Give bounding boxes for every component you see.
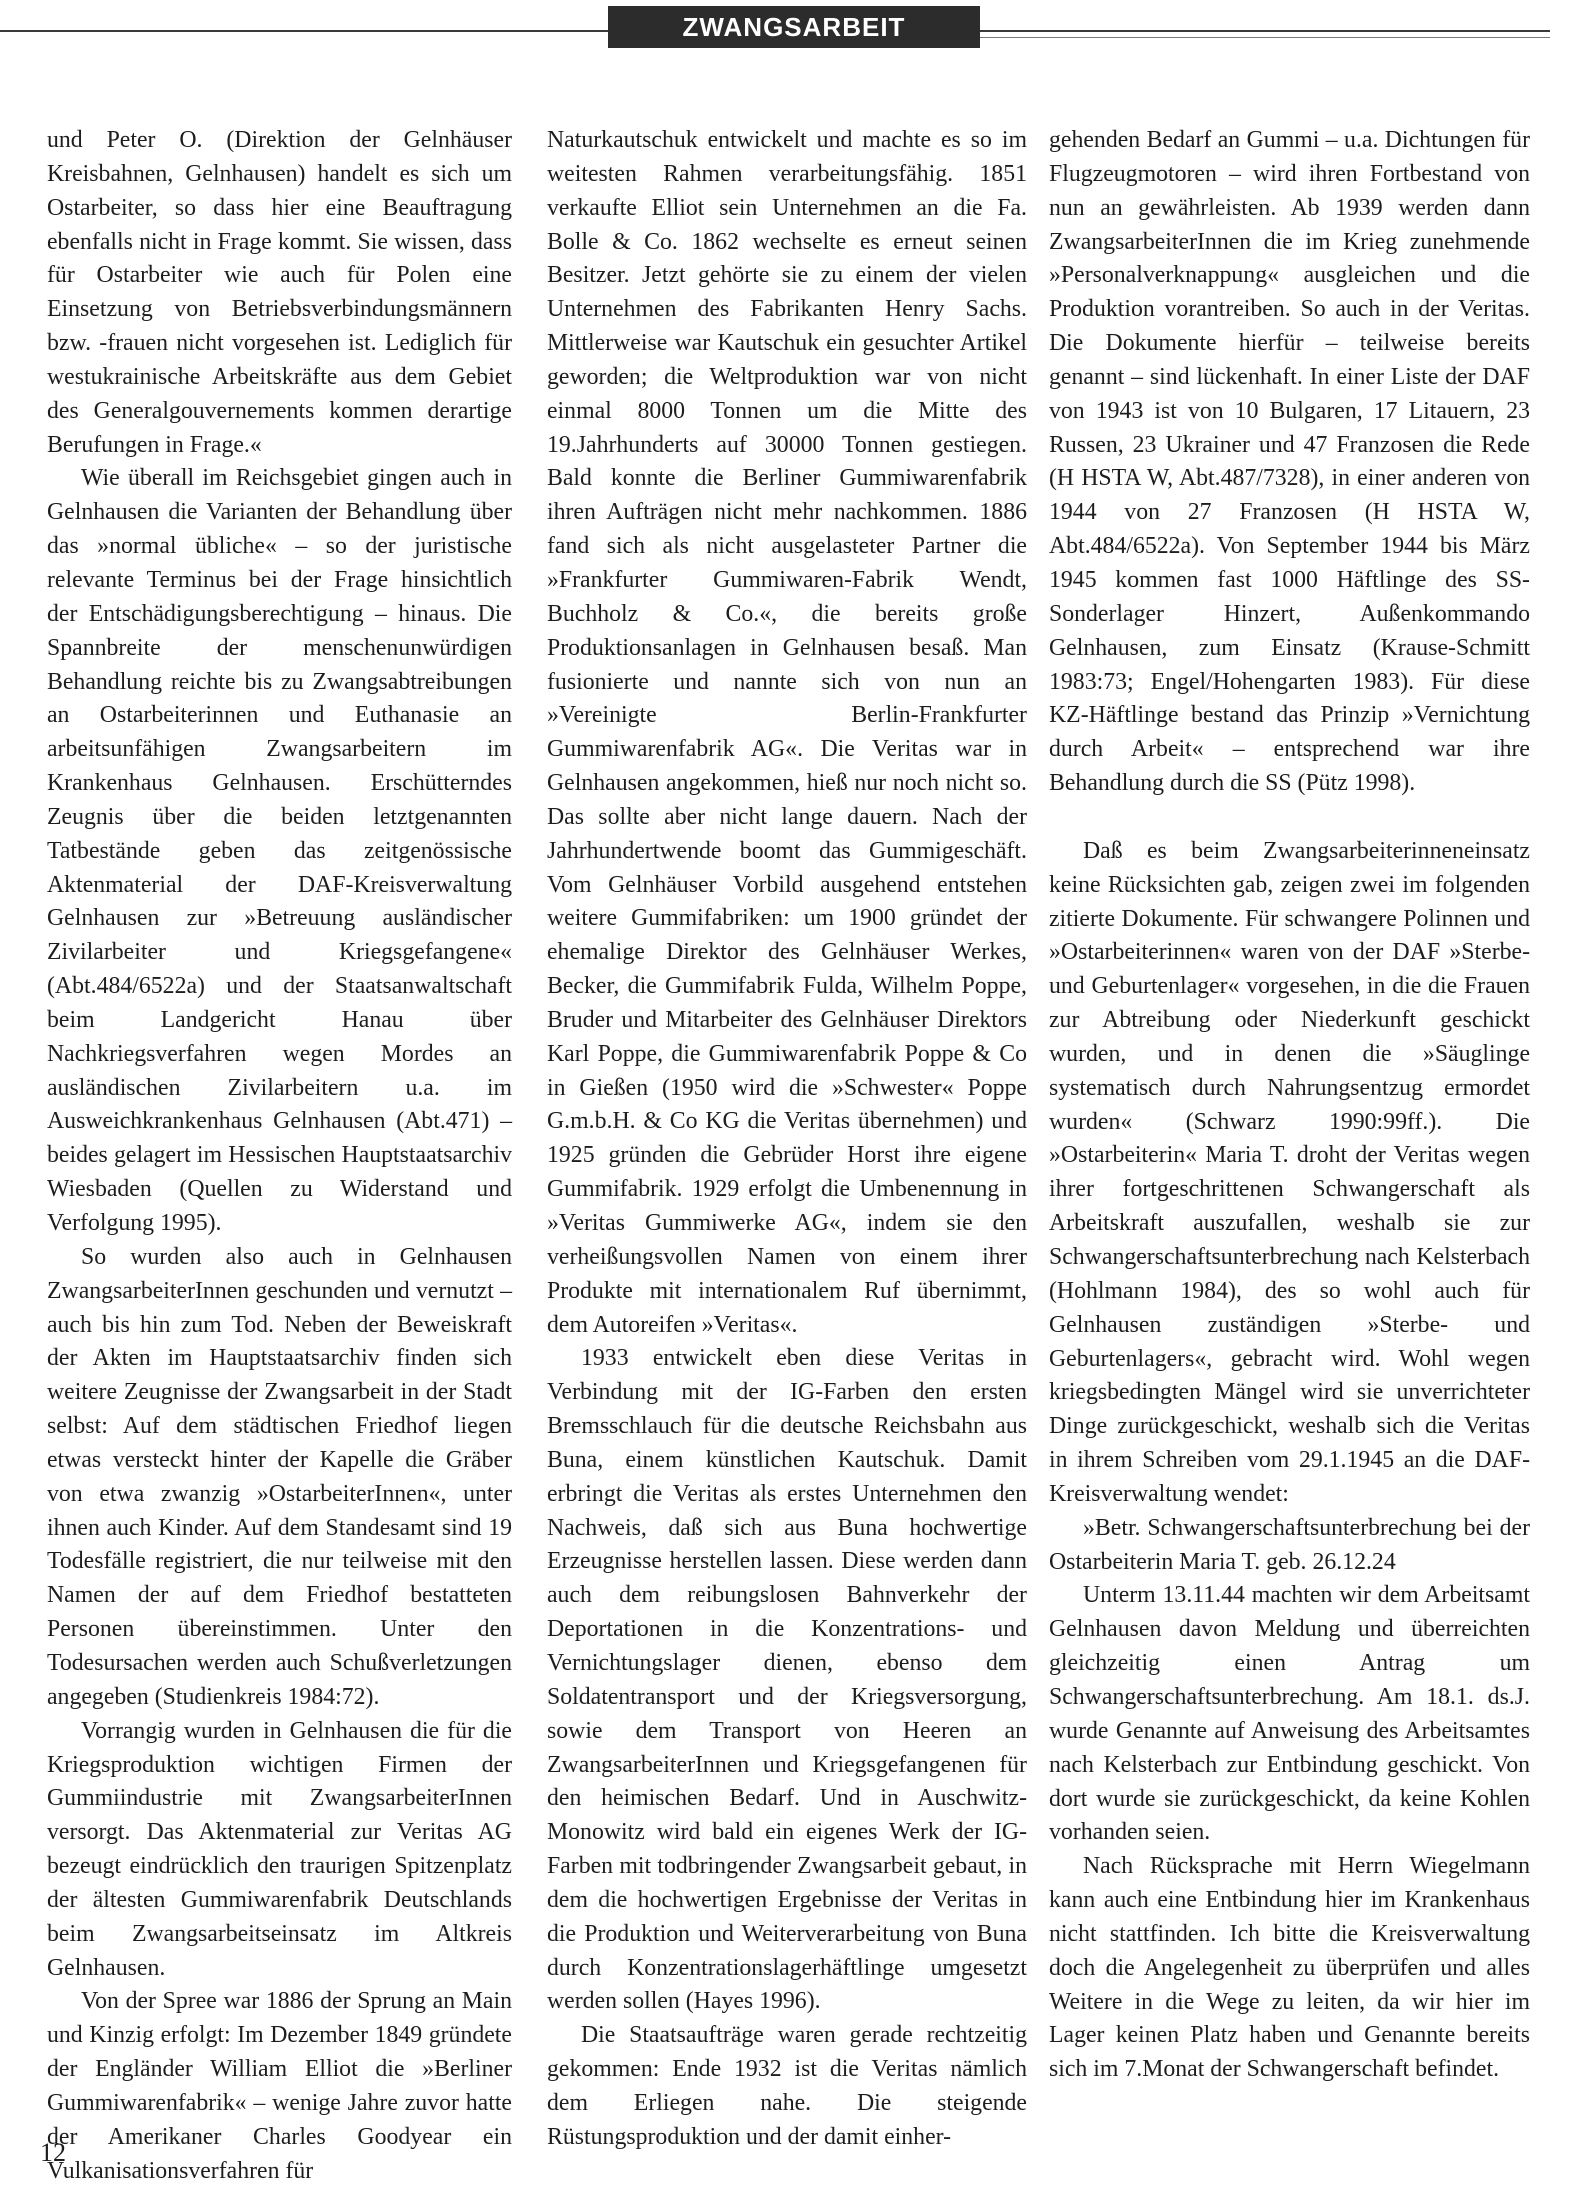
paragraph: gehenden Bedarf an Gummi – u.a. Dichtungen für Flugzeugmotoren – wird ihren Fortbestand von nun an gewährleisten. Ab 1939 werden dann ZwangsarbeiterInnen die im Krieg zunehmende »Personalverknappung« ausgleichen und die Produktion vorantreiben. So auch in der Veritas. Die Dokumente hierfür – teilweise bereits genannt – sind lückenhaft. In einer Liste der DAF von 1943 ist von 10 Bulgaren, 17 Litauern, 23 Russen, 23 Ukrainer und 47 Franzosen die Rede (H HSTA W, Abt.487/7328), in einer anderen von 1944 von 27 Franzosen (H HSTA W, Abt.484/6522a). Von September 1944 bis März 1945 kommen fast 1000 Häftlinge des SS-Sonderlager Hinzert, Außenkommando Gelnhausen, zum Einsatz (Krause-Schmitt 1983:73; Engel/Hohengarten 1983). Für diese KZ-Häftlinge bestand das Prinzip »Vernichtung durch Arbeit« – entsprechend war ihre Behandlung durch die SS (Pütz 1998). bbox=[1049, 127, 1530, 797]
paragraph: und Peter O. (Direktion der Gelnhäuser Kreisbahnen, Gelnhausen) handelt es sich um Ostarbeiter, so dass hier eine Beauftragung ebenfalls nicht in Frage kommt. Sie wissen, dass für Ostarbeiter wie auch für Polen eine Einsetzung von Betriebsverbindungsmännern bzw. -frauen nicht vorgesehen ist. Lediglich für westukrainische Arbeitskräfte aus dem Gebiet des Generalgouvernements kommen derartige Berufungen in Frage.« bbox=[47, 127, 512, 458]
paragraph: Vorrangig wurden in Gelnhausen die für die Kriegsproduktion wichtigen Firmen der Gummiindustrie mit ZwangsarbeiterInnen versorgt. Das Aktenmaterial zur Veritas AG bezeugt eindrücklich den traurigen Spitzenplatz der ältesten Gummiwarenfabrik Deutschlands beim Zwangsarbeitseinsatz im Altkreis Gelnhausen. bbox=[47, 1717, 512, 1981]
paragraph: »Betr. Schwangerschaftsunterbrechung bei der Ostarbeiterin Maria T. geb. 26.12.24 bbox=[1049, 1514, 1530, 1575]
column-left bbox=[47, 124, 512, 2188]
paragraph: So wurden also auch in Gelnhausen ZwangsarbeiterInnen geschunden und vernutzt – auch bis hin zum Tod. Neben der Beweiskraft der Akten im Hauptstaatsarchiv finden sich weitere Zeugnisse der Zwangsarbeit in der Stadt selbst: Auf dem städtischen Friedhof liegen etwas versteckt hinter der Kapelle die Gräber von etwa zwanzig »OstarbeiterInnen«, unter ihnen auch Kinder. Auf dem Standesamt sind 19 Todesfälle registriert, die nur teilweise mit den Namen der auf dem Friedhof bestatteten Personen übereinstimmen. Unter den Todesursachen werden auch Schußverletzungen angegeben (Studienkreis 1984:72). bbox=[47, 1243, 512, 1710]
paragraph: Unterm 13.11.44 machten wir dem Arbeitsamt Gelnhausen davon Meldung und überreichten gleichzeitig einen Antrag um Schwangerschaftsunterbrechung. Am 18.1. ds.J. wurde Genannte auf Anweisung des Arbeitsamtes nach Kelsterbach zur Entbindung geschickt. Von dort wurde sie zurückgeschickt, da keine Kohlen vorhanden seien. bbox=[1049, 1582, 1530, 1846]
paragraph: Die Staatsaufträge waren gerade rechtzeitig gekommen: Ende 1932 ist die Veritas nämlich dem Erliegen nahe. Die steigende Rüstungsproduktion und der damit einher- bbox=[547, 2022, 1027, 2150]
paragraph: Naturkautschuk entwickelt und machte es so im weitesten Rahmen verarbeitungsfähig. 1851 verkaufte Elliot sein Unternehmen an die Fa. Bolle & Co. 1862 wechselte es erneut seinen Besitzer. Jetzt gehörte sie zu einem der vielen Unternehmen des Fabrikanten Henry Sachs. Mittlerweise war Kautschuk ein gesuchter Artikel geworden; die Weltproduktion war von nicht einmal 8000 Tonnen um die Mitte des 19.Jahrhunderts auf 30000 Tonnen gestiegen. Bald konnte die Berliner Gummiwarenfabrik ihren Aufträgen nicht mehr nachkommen. 1886 fand sich als nicht ausgelasteter Partner die »Frankfurter Gummiwaren-Fabrik Wendt, Buchholz & Co.«, die bereits große Produktionsanlagen in Gelnhausen besaß. Man fusionierte und nannte sich von nun an »Vereinigte Berlin-Frankfurter Gummiwarenfabrik AG«. Die Veritas war in Gelnhausen angekommen, hieß nur noch nicht so. Das sollte aber nicht lange dauern. Nach der Jahrhundertwende boomt das Gummigeschäft. Vom Gelnhäuser Vorbild ausgehend entstehen weitere Gummifabriken: um 1900 gründet der ehemalige Direktor des Gelnhäuser Werkes, Becker, die Gummifabrik Fulda, Wilhelm Poppe, Bruder und Mitarbeiter des Gelnhäuser Direktors Karl Poppe, die Gummiwarenfabrik Poppe & Co in Gießen (1950 wird die »Schwester« Poppe G.m.b.H. & Co KG die Veritas übernehmen) und 1925 gründen die Gebrüder Horst ihre eigene Gummifabrik. 1929 erfolgt die Umbenennung in »Veritas Gummiwerke AG«, indem sie den verheißungsvollen Namen von einem ihrer Produkte mit internationalem Ruf übernimmt, dem Autoreifen »Veritas«. bbox=[547, 127, 1027, 1338]
section-title: ZWANGSARBEIT bbox=[608, 6, 980, 48]
column-middle bbox=[547, 124, 1027, 2155]
paragraph: Wie überall im Reichsgebiet gingen auch in Gelnhausen die Varianten der Behandlung über das »normal übliche« – so der juristische relevante Terminus bei der Frage hinsichtlich der Entschädigungsberechtigung – hinaus. Die Spannbreite der menschenunwürdigen Behandlung reichte bis zu Zwangsabtreibungen an Ostarbeiterinnen und Euthanasie an arbeitsunfähigen Zwangsarbeitern im Krankenhaus Gelnhausen. Erschütterndes Zeugnis über die beiden letztgenannten Tatbestände geben das zeitgenössische Aktenmaterial der DAF-Kreisverwaltung Gelnhausen zur »Betreuung ausländischer Zivilarbeiter und Kriegsgefangene« (Abt.484/6522a) und der Staatsanwaltschaft beim Landgericht Hanau über Nachkriegsverfahren wegen Mordes an ausländischen Zivilarbeitern u.a. im Ausweichkrankenhaus Gelnhausen (Abt.471) – beides gelagert im Hessischen Hauptstaatsarchiv Wiesbaden (Quellen zu Widerstand und Verfolgung 1995). bbox=[47, 465, 512, 1236]
paragraph: Daß es beim Zwangsarbeiterinneneinsatz keine Rücksichten gab, zeigen zwei im folgenden zitierte Dokumente. Für schwangere Polinnen und »Ostarbeiterinnen« waren von der DAF »Sterbe- und Geburtenlager« vorgesehen, in die die Frauen zur Abtreibung oder Niederkunft geschickt wurden, und in denen die »Säuglinge systematisch durch Nahrungsentzug ermordet wurden« (Schwarz 1990:99ff.). Die »Ostarbeiterin« Maria T. droht der Veritas wegen ihrer fortgeschrittenen Schwangerschaft als Arbeitskraft auszufallen, weshalb sie zur Schwangerschaftsunterbrechung nach Kelsterbach (Hohlmann 1984), des so wohl auch für Gelnhausen zuständigen »Sterbe- und Geburtenlagers«, gebracht wird. Wohl wegen kriegsbedingten Mängel wird sie unverrichteter Dinge zurückgeschickt, weshalb sich die Veritas in ihrem Schreiben vom 29.1.1945 an die DAF-Kreisverwaltung wendet: bbox=[1049, 837, 1530, 1507]
column-right bbox=[1049, 124, 1530, 2087]
paragraph: 1933 entwickelt eben diese Veritas in Verbindung mit der IG-Farben den ersten Bremsschlauch für die deutsche Reichsbahn aus Buna, einem künstlichen Kautschuk. Damit erbringt die Veritas als erstes Unternehmen den Nachweis, daß sich aus Buna hochwertige Erzeugnisse herstellen lassen. Diese werden dann auch dem reibungslosen Bahnverkehr der Deportationen in die Konzentrations- und Vernichtungslager dienen, ebenso dem Soldatentransport und der Kriegsversorgung, sowie dem Transport von Heeren an ZwangsarbeiterInnen und Kriegsgefangenen für den heimischen Bedarf. Und in Auschwitz-Monowitz wird bald ein eigenes Werk der IG-Farben mit todbringender Zwangsarbeit gebaut, in dem die hochwertigen Ergebnisse der Veritas in die Produktion und Weiterverarbeitung von Buna durch Konzentrationslagerhäftlinge umgesetzt werden sollen (Hayes 1996). bbox=[547, 1345, 1027, 2015]
page-number: 12 bbox=[40, 2138, 66, 2167]
header-rule-thin bbox=[975, 37, 1550, 38]
paragraph: Von der Spree war 1886 der Sprung an Main und Kinzig erfolgt: Im Dezember 1849 gründete der Engländer William Elliot die »Berliner Gummiwarenfabrik« – wenige Jahre zuvor hatte der Amerikaner Charles Goodyear ein Vulkanisationsverfahren für bbox=[47, 1988, 512, 2184]
paragraph: Nach Rücksprache mit Herrn Wiegelmann kann auch eine Entbindung hier im Krankenhaus nicht stattfinden. Ich bitte die Kreisverwaltung doch die Angelegenheit zu überprüfen und alles Weitere in die Wege zu leiten, da wir hier im Lager keinen Platz haben und Genannte bereits sich im 7.Monat der Schwangerschaft befindet. bbox=[1049, 1853, 1530, 2083]
